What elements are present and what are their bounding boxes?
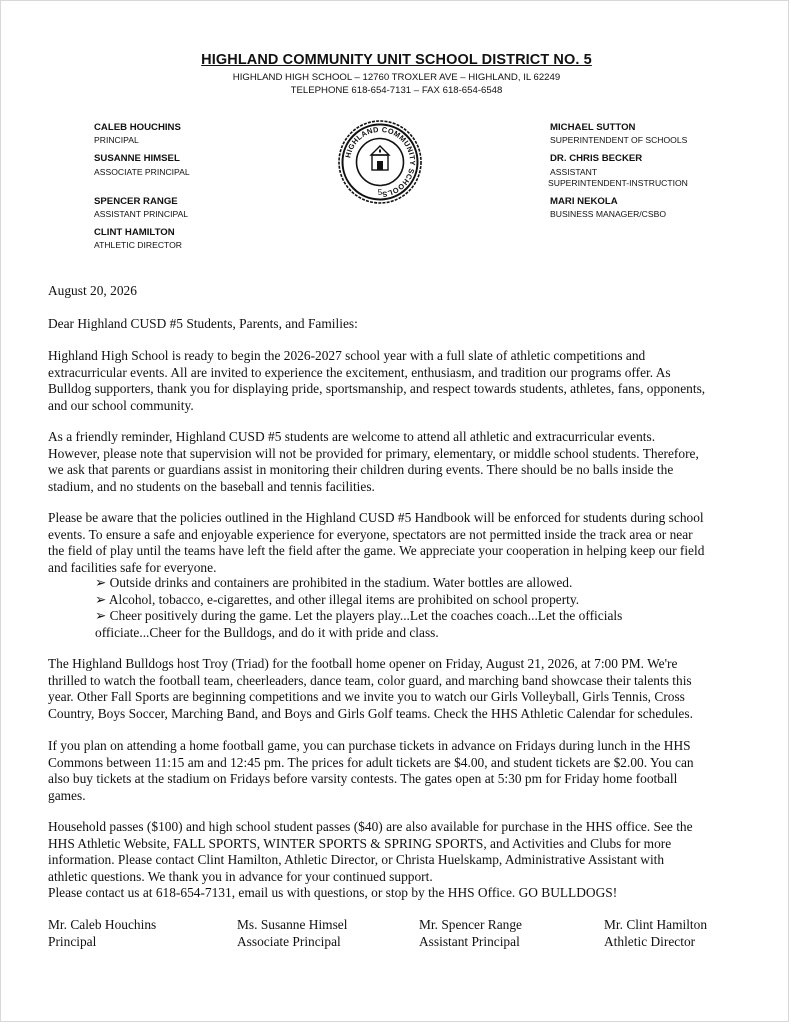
- text-line: Country, Boys Soccer, Marching Band, and Boys and Girls Golf teams. Check the HHS Athletic Calendar for schedules.: [48, 705, 693, 721]
- paragraph-football-opener: [48, 656, 750, 722]
- text-line: and our school community.: [48, 397, 194, 413]
- text-line: and facilities safe for everyone.: [48, 559, 217, 575]
- signature-block: [237, 917, 347, 950]
- paragraph-tickets: [48, 738, 750, 804]
- text-line: Please contact us at 618-654-7131, email us with questions, or stop by the HHS Office. GO BULLDOGS!: [48, 885, 618, 901]
- list-item: ➢ Outside drinks and containers are prohibited in the stadium. Water bottles are allowed.: [95, 575, 573, 590]
- letter-date: August 20, 2026: [48, 283, 137, 298]
- staff-name: MICHAEL SUTTON: [550, 122, 636, 133]
- text-line: extracurricular events. All are invited to experience the excitement, enthusiasm, and tradition our programs offer. As: [48, 364, 671, 380]
- bullet-list: [95, 575, 745, 641]
- text-line: we ask that parents or guardians assist in monitoring their children during events. There should be no balls inside the: [48, 462, 674, 478]
- staff-name: SUSANNE HIMSEL: [94, 153, 180, 164]
- staff-name: MARI NEKOLA: [550, 196, 618, 207]
- staff-role: SUPERINTENDENT-INSTRUCTION: [548, 178, 688, 188]
- text-line: thrilled to watch the football team, cheerleaders, dance team, color guard, and marching band showcase their talents this: [48, 672, 692, 688]
- signature-title: Athletic Director: [604, 933, 696, 949]
- text-line: athletic questions. We thank you in advance for your continued support.: [48, 868, 433, 884]
- signature-title: Principal: [48, 933, 97, 949]
- signature-name: Mr. Spencer Range: [419, 917, 523, 932]
- paragraph-intro: [48, 348, 750, 414]
- text-line: Bulldog supporters, thank you for displaying pride, sportsmanship, and respect towards students, athletes, fans, opponents,: [48, 381, 706, 397]
- school-phone: TELEPHONE 618-654-7131 – FAX 618-654-6548: [290, 85, 503, 96]
- signature-block: [604, 917, 707, 950]
- text-line: Highland High School is ready to begin the 2026-2027 school year with a full slate of athletic competitions and: [48, 348, 646, 363]
- signature-name: Ms. Susanne Himsel: [237, 917, 348, 932]
- staff-role: ATHLETIC DIRECTOR: [94, 240, 183, 250]
- text-line: Please be aware that the policies outlined in the Highland CUSD #5 Handbook will be enforced for students during school: [48, 510, 704, 525]
- text-line: As a friendly reminder, Highland CUSD #5 students are welcome to attend all athletic and extracurricular events.: [48, 429, 656, 444]
- paragraph-passes: [48, 819, 750, 902]
- text-line: information. Please contact Clint Hamilton, Athletic Director, or Christa Huelskamp, Administrative Assistant with: [48, 852, 665, 868]
- staff-role: SUPERINTENDENT OF SCHOOLS: [550, 135, 688, 145]
- paragraph-supervision: [48, 429, 750, 495]
- list-item: ➢ Alcohol, tobacco, e-cigarettes, and other illegal items are prohibited on school property.: [95, 591, 580, 607]
- text-line: Commons between 11:15 am and 12:45 pm. The prices for adult tickets are $4.00, and student tickets are $2.00. You can: [48, 754, 694, 770]
- signature-title: Assistant Principal: [419, 933, 520, 949]
- text-line: year. Other Fall Sports are beginning competitions and we invite you to watch our Girls Volleyball, Girls Tennis, Cross: [48, 689, 685, 705]
- text-line: stadium, and no students on the baseball and tennis facilities.: [48, 478, 375, 494]
- school-address: HIGHLAND HIGH SCHOOL – 12760 TROXLER AVE – HIGHLAND, IL 62249: [232, 72, 561, 83]
- staff-role: ASSISTANT: [550, 167, 598, 177]
- staff-role: ASSISTANT PRINCIPAL: [94, 209, 189, 219]
- staff-name: CLINT HAMILTON: [94, 227, 175, 238]
- staff-role: BUSINESS MANAGER/CSBO: [550, 209, 667, 219]
- signature-title: Associate Principal: [237, 933, 341, 949]
- text-line: games.: [48, 787, 86, 803]
- staff-name: CALEB HOUCHINS: [94, 122, 181, 133]
- signature-block: [48, 917, 156, 950]
- letter-salutation: Dear Highland CUSD #5 Students, Parents, and Families:: [48, 316, 358, 331]
- text-line: If you plan on attending a home football game, you can purchase tickets in advance on Fridays during lunch in the HHS: [48, 738, 691, 753]
- text-line: Household passes ($100) and high school student passes ($40) are also available for purchase in the HHS office. See the: [48, 819, 693, 834]
- svg-text:HIGHLAND COMMUNITY SCHOOLS: HIGHLAND COMMUNITY SCHOOLS: [343, 124, 418, 200]
- staff-name: SPENCER RANGE: [94, 196, 178, 207]
- list-item-continuation: officiate...Cheer for the Bulldogs, and do it with pride and class.: [95, 624, 439, 640]
- list-item: ➢ Cheer positively during the game. Let the players play...Let the coaches coach...Let the officials: [95, 608, 623, 624]
- district-title: HIGHLAND COMMUNITY UNIT SCHOOL DISTRICT NO. 5: [201, 52, 592, 68]
- signature-block: [419, 917, 522, 950]
- text-line: also buy tickets at the stadium on Fridays before varsity contests. The gates open at 5:30 pm for Friday home football: [48, 771, 678, 787]
- seal-number: 5: [377, 188, 383, 197]
- text-line: However, please note that supervision will not be provided for primary, elementary, or middle school students. Therefore,: [48, 445, 699, 461]
- staff-role: ASSOCIATE PRINCIPAL: [94, 167, 190, 177]
- signature-name: Mr. Caleb Houchins: [48, 917, 157, 932]
- text-line: The Highland Bulldogs host Troy (Triad) for the football home opener on Friday, August 21, 2026, at 7:00 PM. We're: [48, 656, 678, 671]
- text-line: events. To ensure a safe and enjoyable experience for everyone, spectators are not permitted inside the track area or near: [48, 526, 693, 542]
- staff-name: DR. CHRIS BECKER: [550, 153, 643, 164]
- text-line: the field of play until the teams have left the field after the game. We appreciate your cooperation in helping keep our field: [48, 543, 705, 559]
- signature-name: Mr. Clint Hamilton: [604, 917, 708, 932]
- staff-role: PRINCIPAL: [94, 135, 139, 145]
- paragraph-policies: [48, 510, 750, 576]
- text-line: HHS Athletic Website, FALL SPORTS, WINTER SPORTS & SPRING SPORTS, and Activities and Clubs for more: [48, 835, 672, 851]
- district-seal-logo: [337, 119, 423, 205]
